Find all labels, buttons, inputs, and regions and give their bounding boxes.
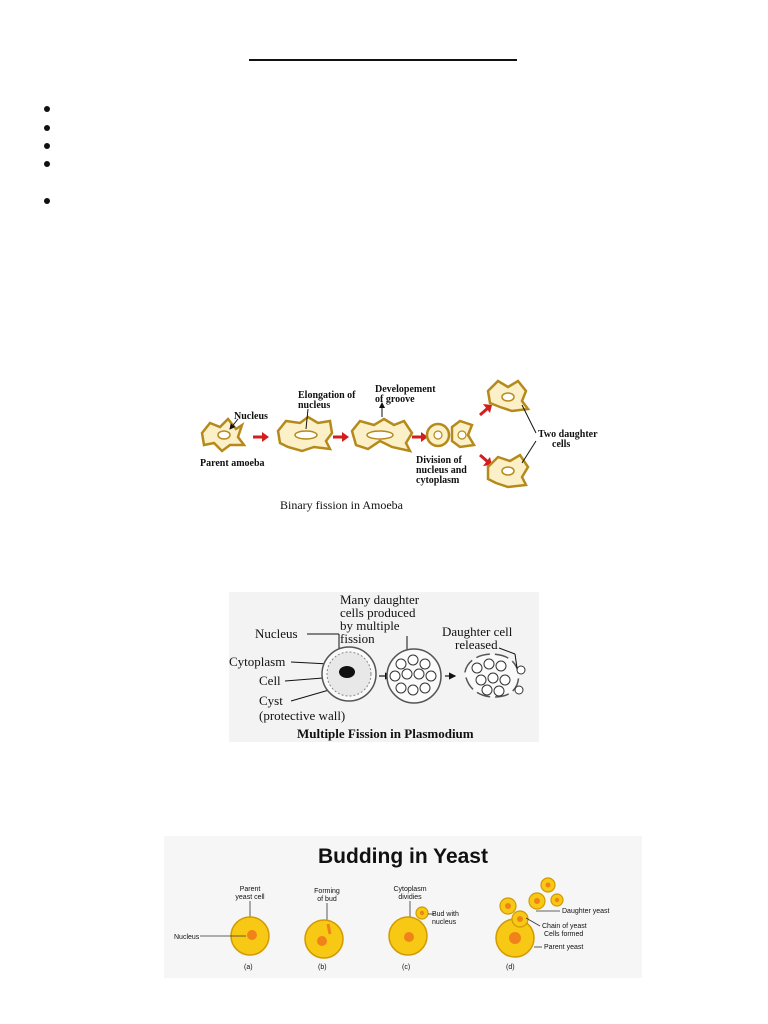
released-label: Daughter cell <box>442 624 513 639</box>
parent-yeast-cell-label-2: yeast cell <box>235 894 265 901</box>
many-daughter-label-4: fission <box>340 631 375 646</box>
stage-c-label: (c) <box>402 964 411 971</box>
many-daughter-label: Many daughter <box>340 592 420 607</box>
nucleus-label: Nucleus <box>174 934 200 941</box>
cytoplasm-divides-label-2: dividies <box>398 894 422 901</box>
chain-label: Chain of yeast <box>542 923 587 930</box>
cyst-label-2: (protective wall) <box>259 708 346 723</box>
bullet-point <box>44 106 50 112</box>
bullet-point <box>44 161 50 167</box>
plasmodium-figure <box>229 592 539 742</box>
forming-bud-label: Forming <box>314 888 340 895</box>
cell-label: Cell <box>259 673 281 688</box>
stage-d-label: (d) <box>506 964 515 971</box>
bullet-point <box>44 125 50 131</box>
parent-yeast-label: Parent yeast <box>544 944 584 951</box>
cyst-label: Cyst <box>259 693 283 708</box>
elongation-label: Elongation of <box>298 390 356 401</box>
division-label-2: nucleus and <box>416 465 467 476</box>
many-daughter-label-2: cells produced <box>340 605 416 620</box>
nucleus-shape <box>247 930 257 940</box>
daughter-cells-label: Two daughter <box>538 429 598 440</box>
nucleus-shape <box>339 666 355 678</box>
daughter-cells-label-2: cells <box>552 439 571 450</box>
many-daughter-label-3: by multiple <box>340 618 400 633</box>
division-label: Division of <box>416 455 462 466</box>
stage-b-label: (b) <box>318 964 327 971</box>
amoeba-figure <box>190 375 620 520</box>
plasmodium-caption: Multiple Fission in Plasmodium <box>297 726 474 741</box>
yeast-title: Budding in Yeast <box>318 845 488 868</box>
released-label-2: released <box>455 637 498 652</box>
bud-nucleus-label-2: nucleus <box>432 919 457 926</box>
groove-label-2: of groove <box>375 394 415 405</box>
yeast-figure <box>164 836 642 978</box>
title-underline <box>249 59 517 61</box>
cytoplasm-divides-label: Cytoplasm <box>393 886 427 893</box>
forming-bud-label-2: of bud <box>317 896 337 903</box>
nucleus-label: Nucleus <box>255 626 298 641</box>
cytoplasm-label: Cytoplasm <box>229 654 286 669</box>
nucleus-shape <box>218 431 230 439</box>
division-label-3: cytoplasm <box>416 475 460 486</box>
chain-label-2: Cells formed <box>544 931 584 938</box>
bullet-point <box>44 198 50 204</box>
daughter-yeast-label: Daughter yeast <box>562 908 610 915</box>
stage-a-label: (a) <box>244 964 253 971</box>
amoeba-caption: Binary fission in Amoeba <box>280 498 403 512</box>
elongation-label-2: nucleus <box>298 400 331 411</box>
bud-nucleus-label: Bud with <box>432 911 459 918</box>
yeast-diagram <box>164 836 642 978</box>
groove-label: Developement <box>375 384 436 395</box>
nucleus-label: Nucleus <box>234 411 268 422</box>
amoeba-diagram <box>190 375 620 520</box>
parent-yeast-cell-label: Parent <box>239 886 261 893</box>
parent-amoeba-label: Parent amoeba <box>200 458 265 469</box>
plasmodium-diagram <box>229 592 539 742</box>
bullet-point <box>44 143 50 149</box>
